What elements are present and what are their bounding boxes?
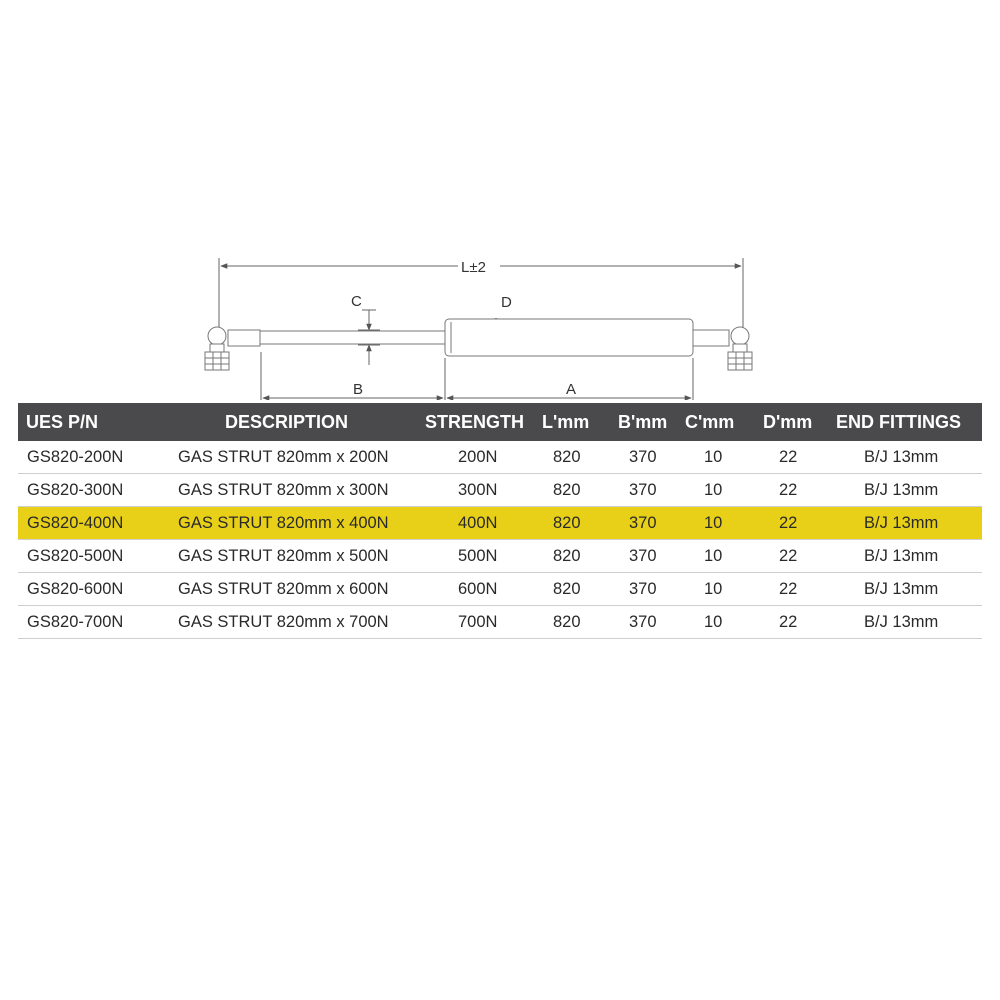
cell-description: GAS STRUT 820mm x 200N (178, 448, 389, 466)
length-dimension-label: L±2 (461, 259, 486, 276)
header-part-number: UES P/N (26, 412, 99, 432)
rod-diameter-label: C (351, 293, 362, 310)
cell-strength: 200N (458, 448, 498, 466)
cell-length: 820 (553, 580, 581, 598)
header-end-fittings: END FITTINGS (836, 412, 961, 432)
cell-c: 10 (704, 448, 723, 466)
header-description: DESCRIPTION (225, 412, 349, 432)
header-d: D'mm (763, 412, 813, 432)
cell-end-fittings: B/J 13mm (864, 514, 939, 532)
cell-end-fittings: B/J 13mm (864, 481, 939, 499)
cell-strength: 300N (458, 481, 498, 499)
table-row (18, 507, 982, 540)
cell-b: 370 (629, 580, 657, 598)
cell-d: 22 (779, 448, 798, 466)
cell-description: GAS STRUT 820mm x 700N (178, 613, 389, 631)
cell-end-fittings: B/J 13mm (864, 613, 939, 631)
cell-d: 22 (779, 613, 798, 631)
cell-length: 820 (553, 448, 581, 466)
cell-part-number: GS820-500N (27, 547, 124, 565)
cell-d: 22 (779, 547, 798, 565)
table-row (18, 606, 982, 639)
cell-d: 22 (779, 481, 798, 499)
cell-c: 10 (704, 613, 723, 631)
cell-strength: 700N (458, 613, 498, 631)
cell-d: 22 (779, 514, 798, 532)
cell-c: 10 (704, 481, 723, 499)
cell-strength: 400N (458, 514, 498, 532)
cell-description: GAS STRUT 820mm x 500N (178, 547, 389, 565)
cell-part-number: GS820-200N (27, 448, 124, 466)
table-row (18, 540, 982, 573)
header-strength: STRENGTH (425, 412, 524, 432)
cell-b: 370 (629, 481, 657, 499)
header-b: B'mm (618, 412, 668, 432)
table-header (18, 403, 982, 441)
cylinder-diameter-label: D (501, 294, 512, 311)
spec-table (18, 403, 982, 639)
cell-length: 820 (553, 481, 581, 499)
cell-description: GAS STRUT 820mm x 300N (178, 481, 389, 499)
gas-strut-diagram (0, 0, 1000, 400)
cell-end-fittings: B/J 13mm (864, 547, 939, 565)
cell-length: 820 (553, 547, 581, 565)
cell-b: 370 (629, 613, 657, 631)
cell-b: 370 (629, 448, 657, 466)
cell-d: 22 (779, 580, 798, 598)
cell-part-number: GS820-300N (27, 481, 124, 499)
cell-b: 370 (629, 514, 657, 532)
cell-length: 820 (553, 514, 581, 532)
cell-strength: 600N (458, 580, 498, 598)
cell-length: 820 (553, 613, 581, 631)
cell-part-number: GS820-400N (27, 514, 124, 532)
cell-end-fittings: B/J 13mm (864, 580, 939, 598)
cell-c: 10 (704, 547, 723, 565)
cell-part-number: GS820-700N (27, 613, 124, 631)
table-row (18, 573, 982, 606)
cell-description: GAS STRUT 820mm x 400N (178, 514, 389, 532)
cell-description: GAS STRUT 820mm x 600N (178, 580, 389, 598)
cylinder-length-label: A (566, 381, 577, 398)
table-row (18, 474, 982, 507)
cell-c: 10 (704, 514, 723, 532)
header-length: L'mm (542, 412, 590, 432)
cell-end-fittings: B/J 13mm (864, 448, 939, 466)
cell-c: 10 (704, 580, 723, 598)
header-c: C'mm (685, 412, 735, 432)
rod-length-label: B (353, 381, 364, 398)
cell-b: 370 (629, 547, 657, 565)
cell-strength: 500N (458, 547, 498, 565)
cell-part-number: GS820-600N (27, 580, 124, 598)
table-row (18, 441, 982, 474)
